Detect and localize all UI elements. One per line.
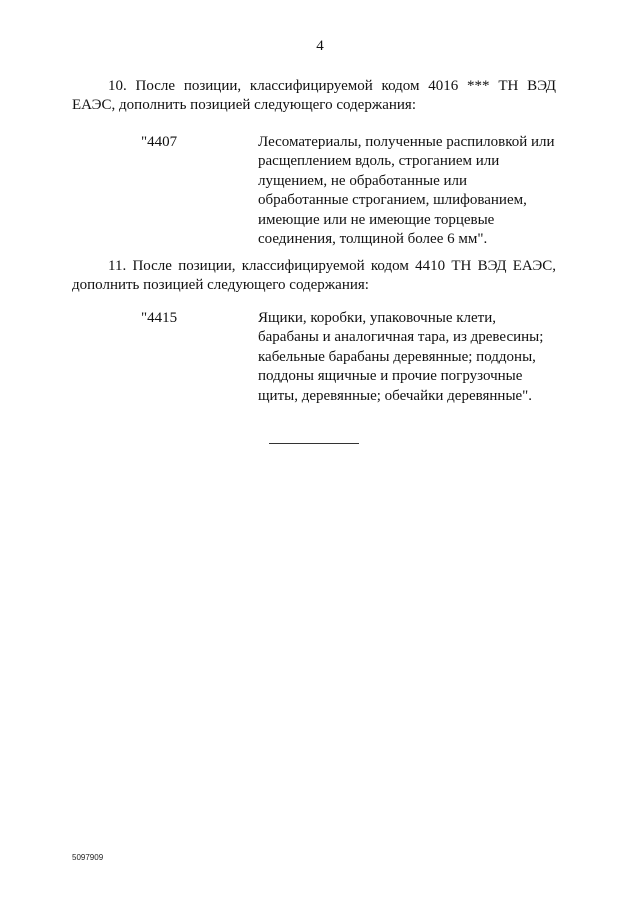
- page-number: 4: [316, 38, 324, 54]
- item-11-description-line: щиты, деревянные; обечайки деревянные".: [258, 387, 533, 404]
- closing-rule-divider: [269, 443, 359, 444]
- item-11-description: [258, 309, 558, 406]
- document-id: 5097909: [72, 853, 104, 862]
- item-11-description-line: барабаны и аналогичная тара, из древесины;: [258, 329, 544, 346]
- item-11-description-line: поддоны ящичные и прочие погрузочные: [258, 368, 523, 385]
- item-10-code: "4407: [141, 134, 178, 150]
- item-11-intro-rest: дополнить позицией следующего содержания:: [72, 277, 369, 293]
- item-10-intro: [72, 77, 556, 115]
- item-10-intro-first-line: 10. После позиции, классифицируемой кодом 4016 *** ТН ВЭД: [108, 78, 556, 94]
- item-11-description-line: кабельные барабаны деревянные; поддоны,: [258, 348, 536, 365]
- item-11-description-line: Ящики, коробки, упаковочные клети,: [258, 310, 496, 326]
- item-10-description-line: расщеплением вдоль, строганием или: [258, 153, 500, 170]
- item-10-intro-rest: ЕАЭС, дополнить позицией следующего содержания:: [72, 97, 416, 113]
- item-11-intro: [72, 257, 556, 295]
- item-10-description: [258, 133, 558, 249]
- item-10-description-line: Лесоматериалы, полученные распиловкой или: [258, 134, 555, 150]
- item-10-description-line: обработанные строганием, шлифованием,: [258, 192, 527, 209]
- item-10-description-line: имеющие или не имеющие торцевые: [258, 211, 495, 228]
- item-11-code: "4415: [141, 310, 178, 326]
- item-11-intro-first-line: 11. После позиции, классифицируемой кодом 4410 ТН ВЭД ЕАЭС,: [108, 258, 556, 274]
- item-10-description-line: лущением, не обработанные или: [258, 172, 468, 189]
- item-10-description-line: соединения, толщиной более 6 мм".: [258, 231, 488, 248]
